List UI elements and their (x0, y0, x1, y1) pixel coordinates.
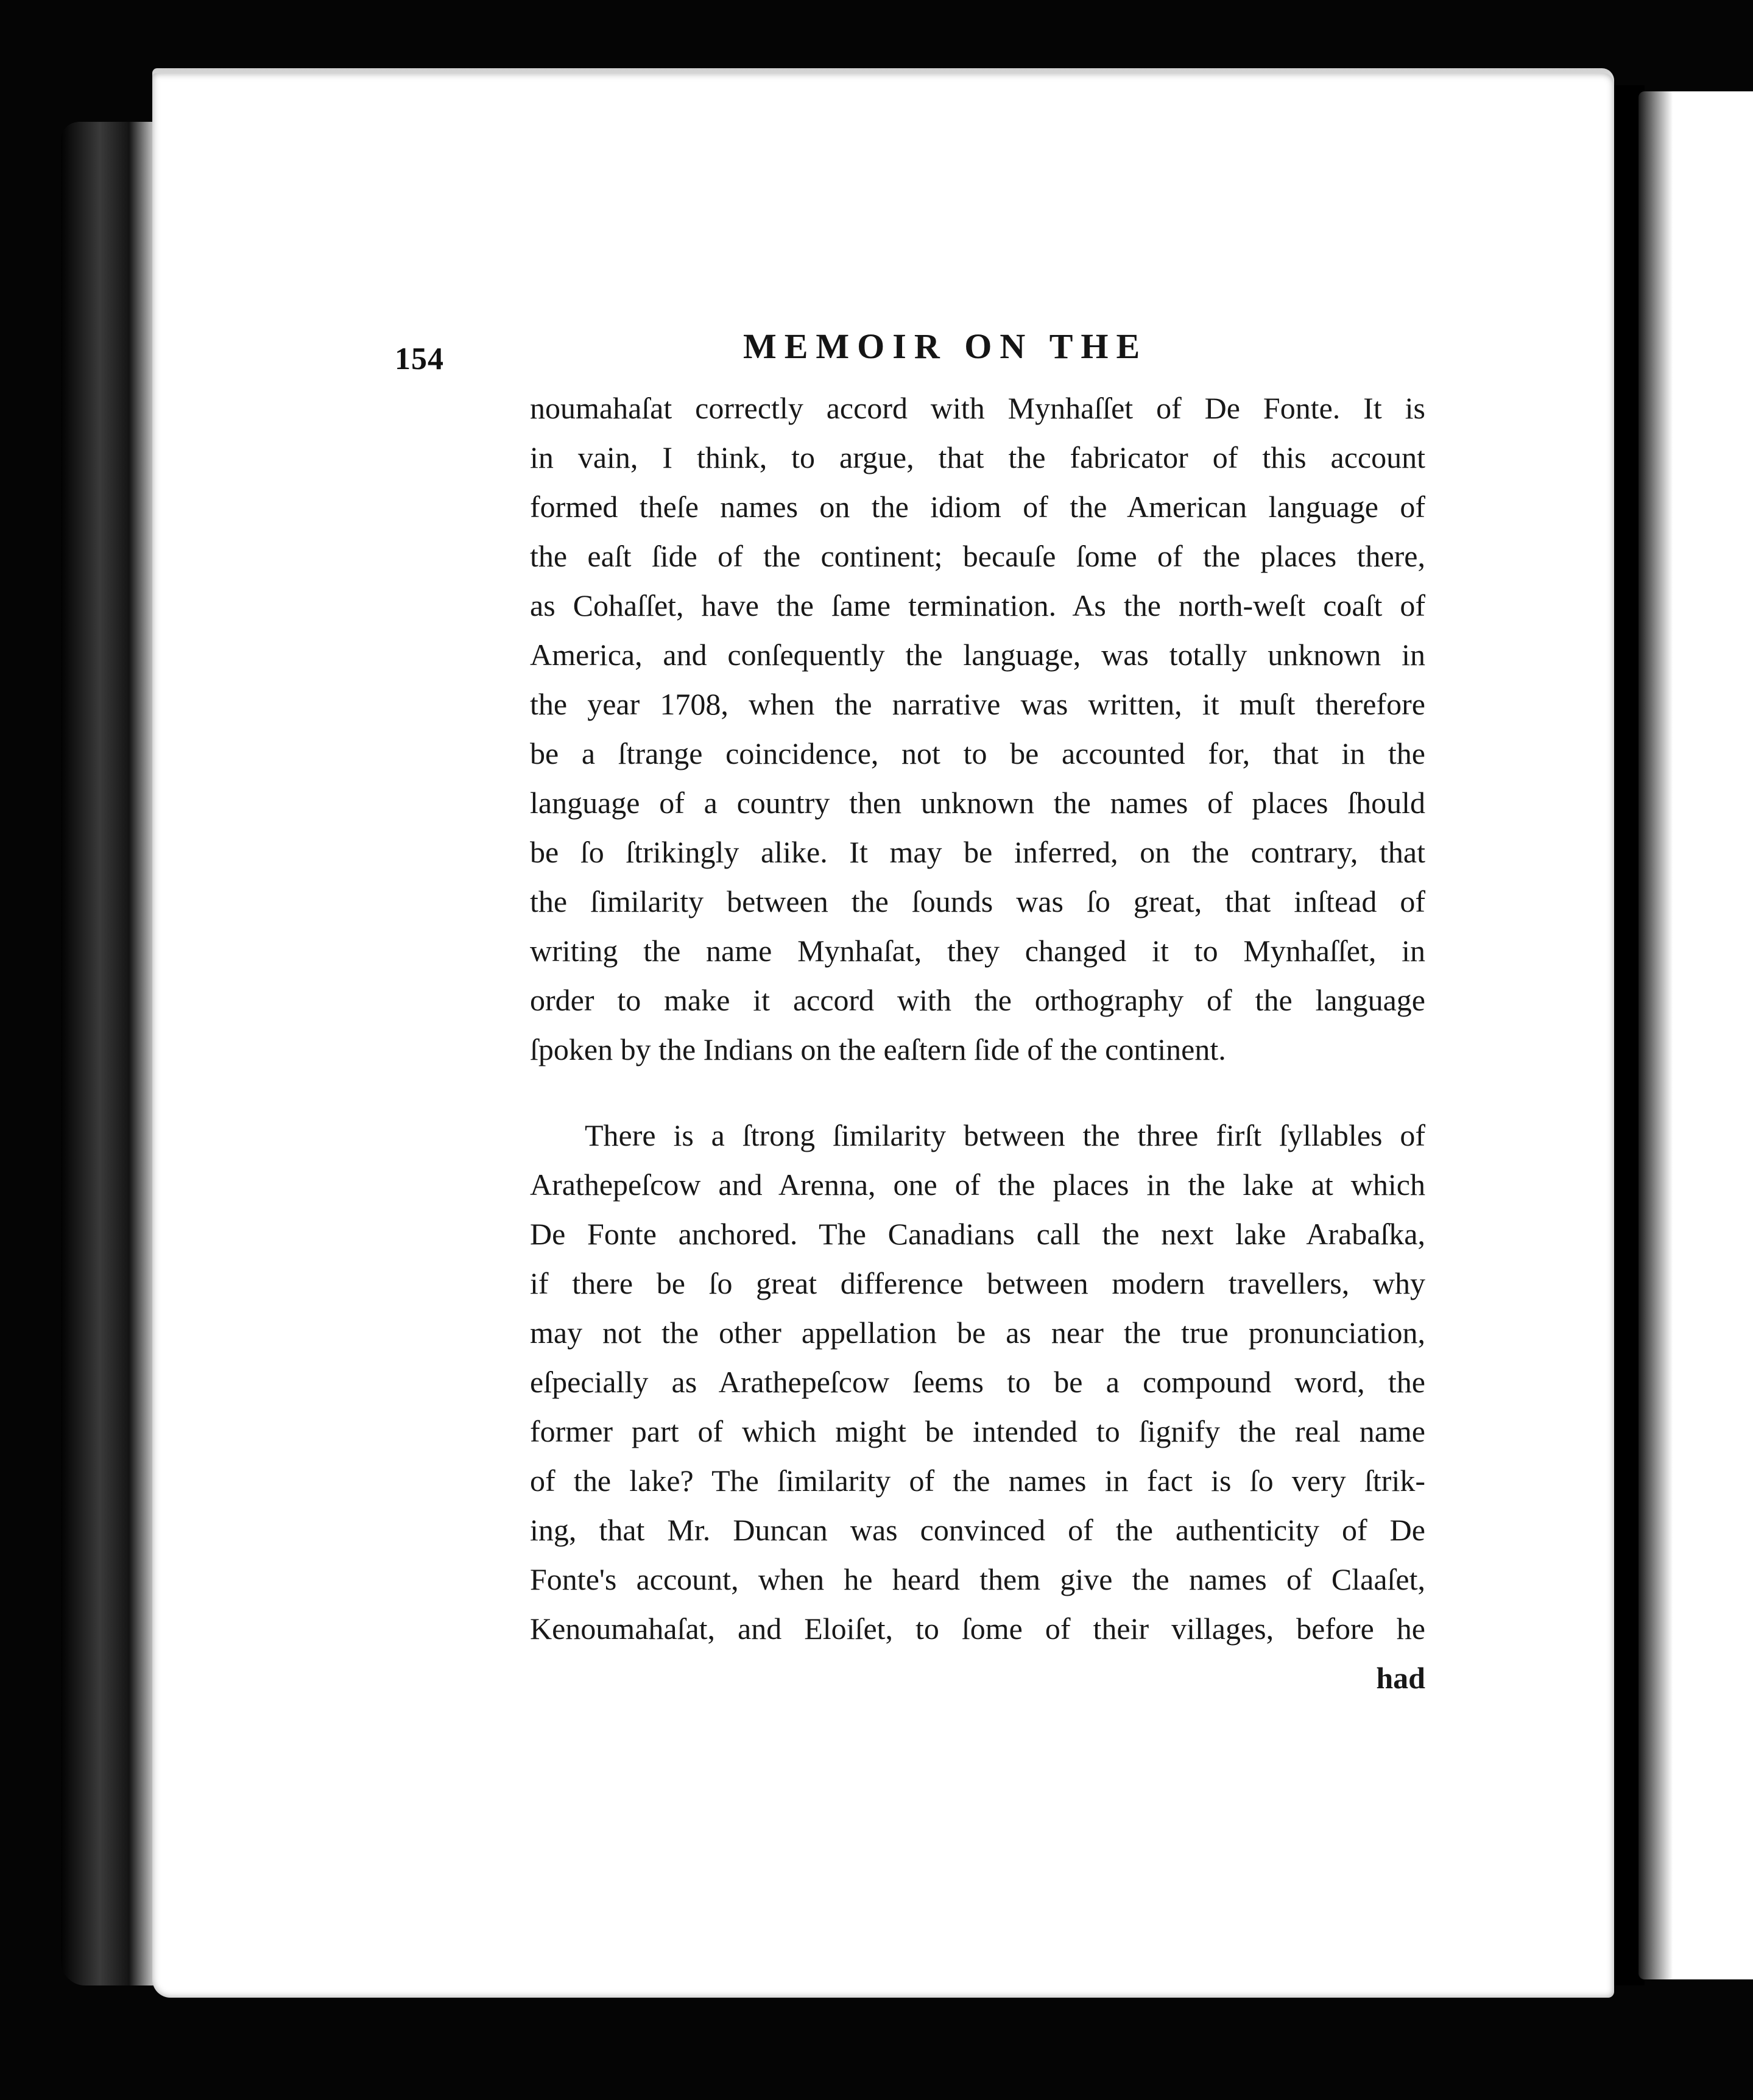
text-line: may not the other appellation be as near the true pronunciation, (530, 1316, 1425, 1350)
text-line: America, and conſequently the language, was totally unknown in (530, 638, 1425, 672)
text-line: the year 1708, when the narrative was written, it muſt therefore (530, 687, 1425, 721)
text-line: if there be ſo great difference between modern travellers, why (530, 1266, 1425, 1300)
text-line: There is a ſtrong ſimilarity between the three firſt ſyllables of (585, 1118, 1425, 1152)
text-line: Arathepeſcow and Arenna, one of the places in the lake at which (530, 1168, 1425, 1202)
text-line: De Fonte anchored. The Canadians call the next lake Arabaſka, (530, 1217, 1425, 1251)
text-line: be a ſtrange coincidence, not to be accounted for, that in the (530, 736, 1425, 770)
text-line: the ſimilarity between the ſounds was ſo great, that inſtead of (530, 884, 1425, 918)
text-line: eſpecially as Arathepeſcow ſeems to be a compound word, the (530, 1365, 1425, 1399)
text-line: Kenoumahaſat, and Eloiſet, to ſome of their villages, before he (530, 1612, 1425, 1646)
paragraph-2 (530, 1111, 1425, 1654)
text-line: ing, that Mr. Duncan was convinced of the authenticity of De (530, 1513, 1425, 1547)
text-line: Fonte's account, when he heard them give the names of Claaſet, (530, 1562, 1425, 1596)
body-text (530, 384, 1425, 1703)
text-line: be ſo ſtrikingly alike. It may be inferred, on the contrary, that (530, 835, 1425, 869)
book-left-edge (61, 122, 158, 1985)
text-line: the eaſt ſide of the continent; becauſe ſome of the places there, (530, 539, 1425, 573)
paragraph-1 (530, 384, 1425, 1074)
text-line: in vain, I think, to argue, that the fabricator of this account (530, 440, 1425, 474)
text-line: noumahaſat correctly accord with Mynhaſſet of De Fonte. It is (530, 391, 1425, 425)
text-line: language of a country then unknown the names of places ſhould (530, 786, 1425, 820)
page-number: 154 (395, 342, 444, 376)
text-line: writing the name Mynhaſat, they changed it to Mynhaſſet, in (530, 934, 1425, 968)
text-line: formed theſe names on the idiom of the American language of (530, 490, 1425, 524)
text-line: of the lake? The ſimilarity of the names in fact is ſo very ſtrik- (530, 1464, 1425, 1498)
text-line: as Cohaſſet, have the ſame termination. As the north-weſt coaſt of (530, 588, 1425, 622)
text-line: ſpoken by the Indians on the eaſtern ſide of the continent. (530, 1032, 1226, 1066)
catchword: had (1376, 1661, 1425, 1695)
running-head: MEMOIR ON THE (743, 326, 1148, 366)
text-line: former part of which might be intended to ſignify the real name (530, 1414, 1425, 1448)
text-line: order to make it accord with the orthography of the language (530, 983, 1425, 1017)
adjacent-page-edge (1638, 91, 1753, 1979)
